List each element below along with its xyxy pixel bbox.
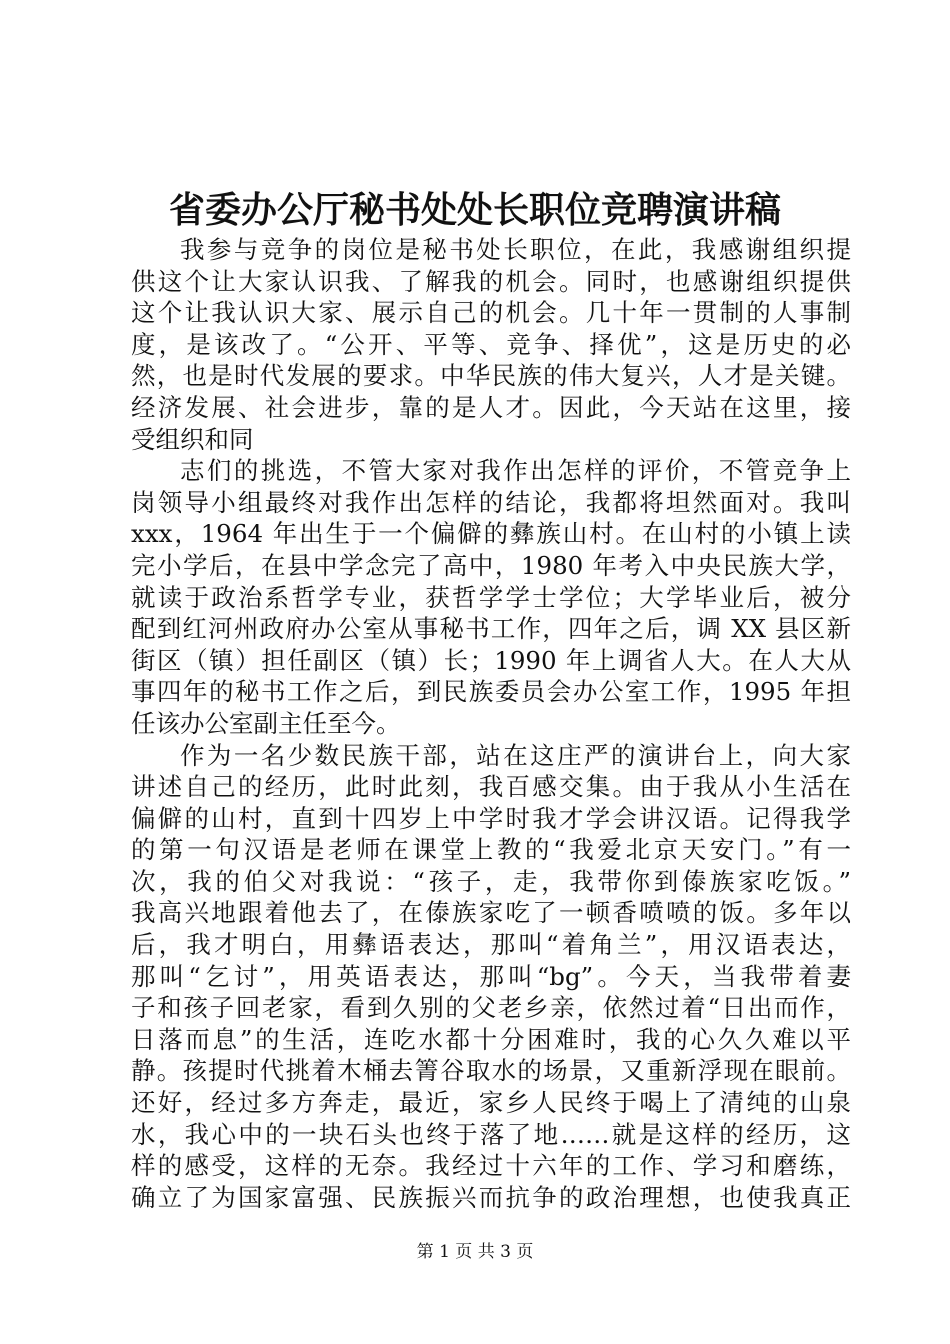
document-body bbox=[131, 234, 851, 1213]
text-line: 还好，经过多方奔走，最近，家乡人民终于喝上了清纯的山泉 bbox=[131, 1088, 851, 1118]
text-line: 静。孩提时代挑着木桶去箐谷取水的场景，又重新浮现在眼前。 bbox=[131, 1056, 851, 1086]
text-line: 受组织和同 bbox=[131, 424, 254, 454]
text-line: 确立了为国家富强、民族振兴而抗争的政治理想，也使我真正 bbox=[131, 1182, 851, 1212]
text-line: 子和孩子回老家，看到久别的父老乡亲，依然过着“日出而作， bbox=[131, 993, 851, 1023]
text-line: xxx，1964 年出生于一个偏僻的彝族山村。在山村的小镇上读 bbox=[131, 519, 851, 549]
text-line: 配到红河州政府办公室从事秘书工作，四年之后，调 XX 县区新 bbox=[131, 614, 851, 644]
text-line: 这个让我认识大家、展示自己的机会。几十年一贯制的人事制 bbox=[131, 298, 851, 328]
text-line: 样的感受，这样的无奈。我经过十六年的工作、学习和磨练， bbox=[131, 1151, 851, 1181]
text-line: 然，也是时代发展的要求。中华民族的伟大复兴，人才是关键。 bbox=[131, 361, 851, 391]
text-line: 讲述自己的经历，此时此刻，我百感交集。由于我从小生活在 bbox=[131, 772, 851, 802]
text-line: 偏僻的山村，直到十四岁上中学时我才学会讲汉语。记得我学 bbox=[131, 803, 851, 833]
page-footer: 第 1 页 共 3 页 bbox=[416, 1242, 534, 1262]
text-line: 任该办公室副主任至今。 bbox=[131, 708, 401, 738]
text-line: 志们的挑选，不管大家对我作出怎样的评价，不管竞争上 bbox=[180, 456, 851, 486]
text-line: 我高兴地跟着他去了，在傣族家吃了一顿香喷喷的饭。多年以 bbox=[131, 898, 851, 928]
text-line: 岗领导小组最终对我作出怎样的结论，我都将坦然面对。我叫 bbox=[131, 487, 851, 517]
paragraph-1 bbox=[131, 234, 851, 455]
text-line: 经济发展、社会进步，靠的是人才。因此，今天站在这里，接 bbox=[131, 392, 851, 422]
text-line: 事四年的秘书工作之后，到民族委员会办公室工作，1995 年担 bbox=[131, 677, 851, 707]
text-line: 次，我的伯父对我说：“孩子，走，我带你到傣族家吃饭。” bbox=[131, 866, 851, 896]
text-line: 街区（镇）担任副区（镇）长；1990 年上调省人大。在人大从 bbox=[131, 645, 851, 675]
text-line: 供这个让大家认识我、了解我的机会。同时，也感谢组织提供 bbox=[131, 266, 851, 296]
text-line: 水，我心中的一块石头也终于落了地……就是这样的经历，这 bbox=[131, 1119, 851, 1149]
text-line: 度，是该改了。“公开、平等、竞争、择优”，这是历史的必 bbox=[131, 329, 851, 359]
text-line: 日落而息”的生活，连吃水都十分困难时，我的心久久难以平 bbox=[131, 1024, 851, 1054]
paragraph-3 bbox=[131, 740, 851, 1214]
text-line: 我参与竞争的岗位是秘书处长职位，在此，我感谢组织提 bbox=[180, 235, 851, 264]
page-title: 省委办公厅秘书处处长职位竞聘演讲稿 bbox=[168, 189, 781, 231]
text-line: 作为一名少数民族干部，站在这庄严的演讲台上，向大家 bbox=[180, 740, 851, 770]
text-line: 那叫“乞讨”，用英语表达，那叫“bg”。今天，当我带着妻 bbox=[131, 961, 851, 991]
text-line: 完小学后，在县中学念完了高中，1980 年考入中央民族大学， bbox=[131, 550, 851, 580]
text-line: 的第一句汉语是老师在课堂上教的“我爱北京天安门。”有一 bbox=[131, 835, 851, 865]
text-line: 后，我才明白，用彝语表达，那叫“着角兰”，用汉语表达， bbox=[131, 930, 851, 960]
paragraph-2 bbox=[131, 455, 851, 739]
text-line: 就读于政治系哲学专业，获哲学学士学位；大学毕业后，被分 bbox=[131, 582, 851, 612]
